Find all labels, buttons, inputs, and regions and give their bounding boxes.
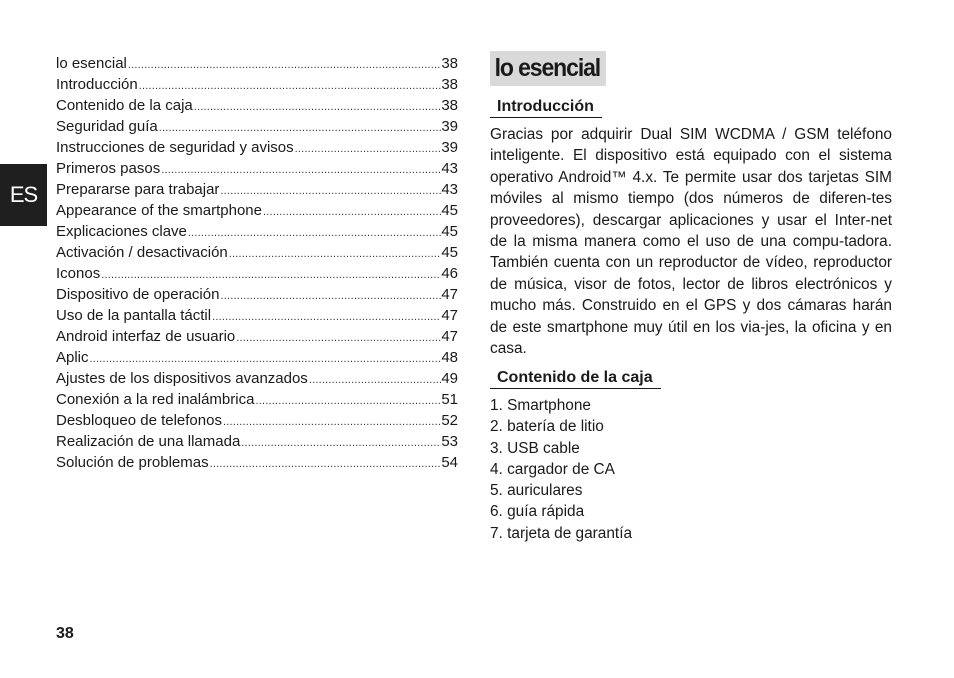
toc-entry[interactable] [56, 431, 458, 452]
toc-entry-title: Instrucciones de seguridad y avisos [56, 139, 294, 156]
toc-entry[interactable] [56, 410, 458, 431]
toc-entry-title: Appearance of the smartphone [56, 202, 262, 219]
toc-leader-dots [188, 223, 441, 244]
toc-entry-page: 39 [441, 139, 458, 156]
toc-entry-page: 39 [441, 118, 458, 135]
toc-entry-page: 46 [441, 265, 458, 282]
toc-entry-page: 38 [441, 76, 458, 93]
toc-entry-title: Iconos [56, 265, 101, 282]
intro-paragraph: Gracias por adquirir Dual SIM WCDMA / GSM teléfono inteligente. El dispositivo está equipado con el sistema operativo Android™ 4.x. Te permite usar dos tarjetas SIM móviles al mismo tiempo (dos números de diferen-tes proveedores), descargar aplicaciones y usar el Inter-net de la misma manera como el uso de una compu-tadora. También cuenta con un reproductor de vídeo, reproductor de música, visor de fotos, lector de libros electrónicos y mucho más. Construido en el GPS y dos cámaras harán de este smartphone muy útil en los via-jes, la oficina y en casa. [490, 126, 892, 358]
toc-entry-page: 45 [441, 244, 458, 261]
toc-entry-page: 43 [441, 181, 458, 198]
language-tab: ES [0, 164, 47, 226]
toc-leader-dots [210, 454, 442, 475]
toc-entry-page: 53 [441, 433, 458, 450]
toc-entry[interactable] [56, 137, 458, 158]
toc-leader-dots [90, 349, 442, 370]
toc-entry-page: 48 [441, 349, 458, 366]
toc-leader-dots [159, 118, 442, 139]
toc-leader-dots [212, 307, 441, 328]
list-item: 2. batería de litio [490, 418, 604, 436]
toc-leader-dots [236, 328, 441, 349]
list-item: 4. cargador de CA [490, 460, 615, 478]
toc-entry[interactable] [56, 305, 458, 326]
toc-leader-dots [101, 265, 441, 286]
toc-entry[interactable] [56, 74, 458, 95]
toc-leader-dots [220, 181, 441, 202]
toc-entry-page: 49 [441, 370, 458, 387]
list-item: 5. auriculares [490, 482, 583, 500]
toc-leader-dots [263, 202, 441, 223]
toc-leader-dots [161, 160, 441, 181]
toc-entry[interactable] [56, 158, 458, 179]
toc-leader-dots [241, 433, 441, 454]
toc-entry-title: Android interfaz de usuario [56, 328, 236, 345]
toc-entry[interactable] [56, 452, 458, 473]
table-of-contents [56, 53, 458, 473]
list-item: 3. USB cable [490, 439, 580, 457]
list-item: 6. guía rápida [490, 503, 585, 521]
list-item: 1. Smartphone [490, 397, 591, 414]
toc-entry[interactable] [56, 221, 458, 242]
toc-leader-dots [220, 286, 441, 307]
toc-entry-page: 45 [441, 202, 458, 219]
toc-entry-title: Dispositivo de operación [56, 286, 220, 303]
toc-entry-title: Ajustes de los dispositivos avanzados [56, 370, 308, 387]
toc-entry-page: 47 [441, 307, 458, 324]
toc-entry-title: Prepararse para trabajar [56, 181, 220, 198]
toc-entry[interactable] [56, 347, 458, 368]
toc-leader-dots [295, 139, 442, 160]
toc-entry-title: Aplic [56, 349, 89, 366]
toc-leader-dots [223, 412, 441, 433]
toc-leader-dots [255, 391, 441, 412]
section-title: lo esencial [490, 51, 606, 86]
toc-entry-page: 54 [441, 454, 458, 471]
toc-entry[interactable] [56, 53, 458, 74]
toc-entry-page: 47 [441, 286, 458, 303]
toc-entry[interactable] [56, 368, 458, 389]
toc-entry-title: Introducción [56, 76, 138, 93]
toc-entry-title: Conexión a la red inalámbrica [56, 391, 255, 408]
toc-entry[interactable] [56, 263, 458, 284]
toc-entry-title: Contenido de la caja [56, 97, 193, 114]
box-contents-heading: Contenido de la caja [490, 368, 661, 389]
toc-entry-page: 43 [441, 160, 458, 177]
toc-entry[interactable] [56, 200, 458, 221]
toc-leader-dots [229, 244, 442, 265]
toc-entry-title: Solución de problemas [56, 454, 209, 471]
toc-entry-title: lo esencial [56, 55, 127, 72]
toc-entry-page: 38 [441, 97, 458, 114]
toc-entry[interactable] [56, 179, 458, 200]
toc-leader-dots [139, 76, 442, 97]
toc-entry[interactable] [56, 116, 458, 137]
toc-entry[interactable] [56, 389, 458, 410]
intro-heading: Introducción [490, 97, 602, 118]
toc-entry[interactable] [56, 326, 458, 347]
toc-entry-page: 51 [441, 391, 458, 408]
toc-entry-page: 52 [441, 412, 458, 429]
toc-entry-title: Realización de una llamada [56, 433, 241, 450]
toc-leader-dots [194, 97, 442, 118]
toc-entry-title: Explicaciones clave [56, 223, 187, 240]
toc-entry[interactable] [56, 95, 458, 116]
box-contents-list [490, 395, 632, 544]
page-number: 38 [56, 625, 74, 642]
toc-entry-page: 47 [441, 328, 458, 345]
toc-entry-page: 45 [441, 223, 458, 240]
toc-entry-title: Desbloqueo de telefonos [56, 412, 222, 429]
toc-entry-title: Activación / desactivación [56, 244, 228, 261]
toc-entry-page: 38 [441, 55, 458, 72]
list-item: 7. tarjeta de garantía [490, 524, 633, 542]
toc-entry[interactable] [56, 284, 458, 305]
toc-leader-dots [309, 370, 442, 391]
toc-entry-title: Primeros pasos [56, 160, 161, 177]
toc-entry-title: Uso de la pantalla táctil [56, 307, 212, 324]
toc-leader-dots [128, 55, 441, 76]
toc-entry-title: Seguridad guía [56, 118, 158, 135]
toc-entry[interactable] [56, 242, 458, 263]
